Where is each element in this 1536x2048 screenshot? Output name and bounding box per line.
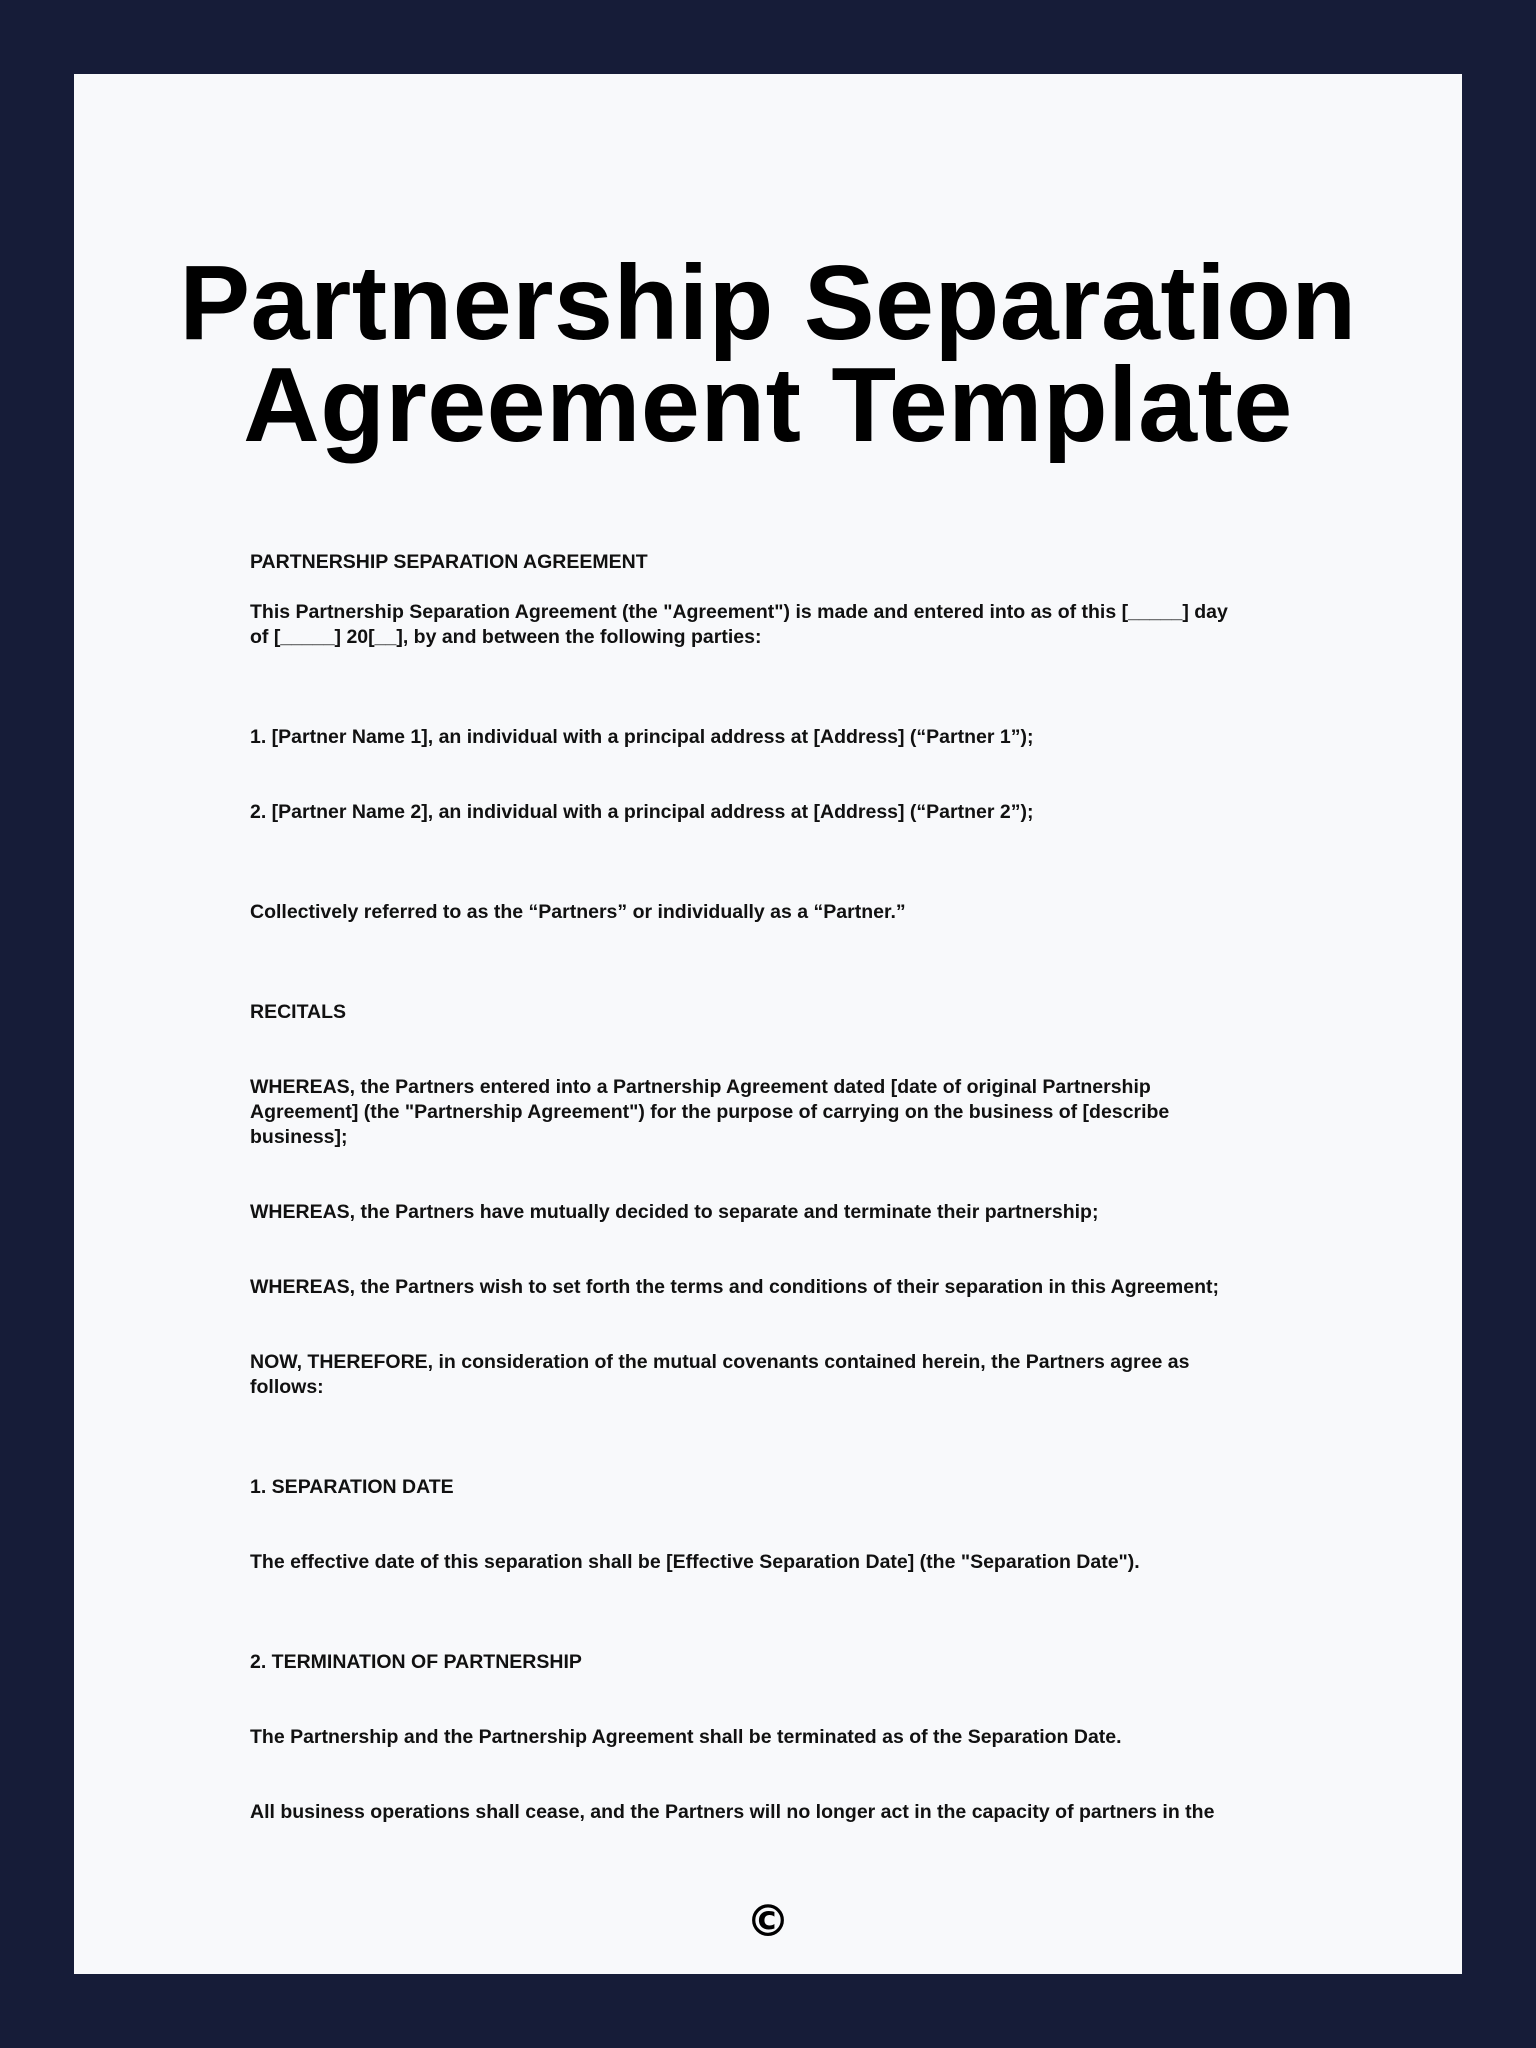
now-therefore-line-2: follows: [250,1376,324,1398]
document-page [74,74,1462,1974]
section-1-text: The effective date of this separation shall be [Effective Separation Date] (the "Separation Date"). [250,1551,1140,1573]
page-title [74,244,1462,464]
section-2-text-2: All business operations shall cease, and the Partners will no longer act in the capacity of partners in the [250,1801,1215,1823]
whereas-1-line-1: WHEREAS, the Partners entered into a Partnership Agreement dated [date of original Partnership [250,1076,1151,1098]
whereas-1-line-2: Agreement] (the "Partnership Agreement") for the purpose of carrying on the business of [describe [250,1101,1170,1123]
party-1-paragraph: 1. [Partner Name 1], an individual with a principal address at [Address] (“Partner 1”); [250,726,1034,748]
recitals-heading: RECITALS [250,1001,347,1023]
intro-line-2: of [_____] 20[__], by and between the following parties: [250,626,762,648]
whereas-1-line-3: business]; [250,1126,348,1148]
section-2-text-1: The Partnership and the Partnership Agreement shall be terminated as of the Separation Date. [250,1726,1122,1748]
title-line-2: Agreement Template [243,346,1293,464]
whereas-3-paragraph: WHEREAS, the Partners wish to set forth the terms and conditions of their separation in this Agreement; [250,1276,1219,1298]
section-2-heading: 2. TERMINATION OF PARTNERSHIP [250,1651,582,1673]
agreement-heading: PARTNERSHIP SEPARATION AGREEMENT [250,551,648,573]
now-therefore-line-1: NOW, THEREFORE, in consideration of the mutual covenants contained herein, the Partners agree as [250,1351,1190,1373]
section-1-heading: 1. SEPARATION DATE [250,1476,454,1498]
whereas-1-paragraph [250,1075,1290,1150]
title-line-1: Partnership Separation [179,244,1357,362]
now-therefore-paragraph [250,1350,1290,1400]
copyright-icon: © [746,1896,790,1947]
collective-paragraph: Collectively referred to as the “Partners” or individually as a “Partner.” [250,901,906,923]
intro-line-1: This Partnership Separation Agreement (the "Agreement") is made and entered into as of this [_____] day [250,601,1228,623]
whereas-2-paragraph: WHEREAS, the Partners have mutually decided to separate and terminate their partnership; [250,1201,1099,1223]
intro-paragraph [250,600,1290,650]
party-2-paragraph: 2. [Partner Name 2], an individual with a principal address at [Address] (“Partner 2”); [250,801,1034,823]
